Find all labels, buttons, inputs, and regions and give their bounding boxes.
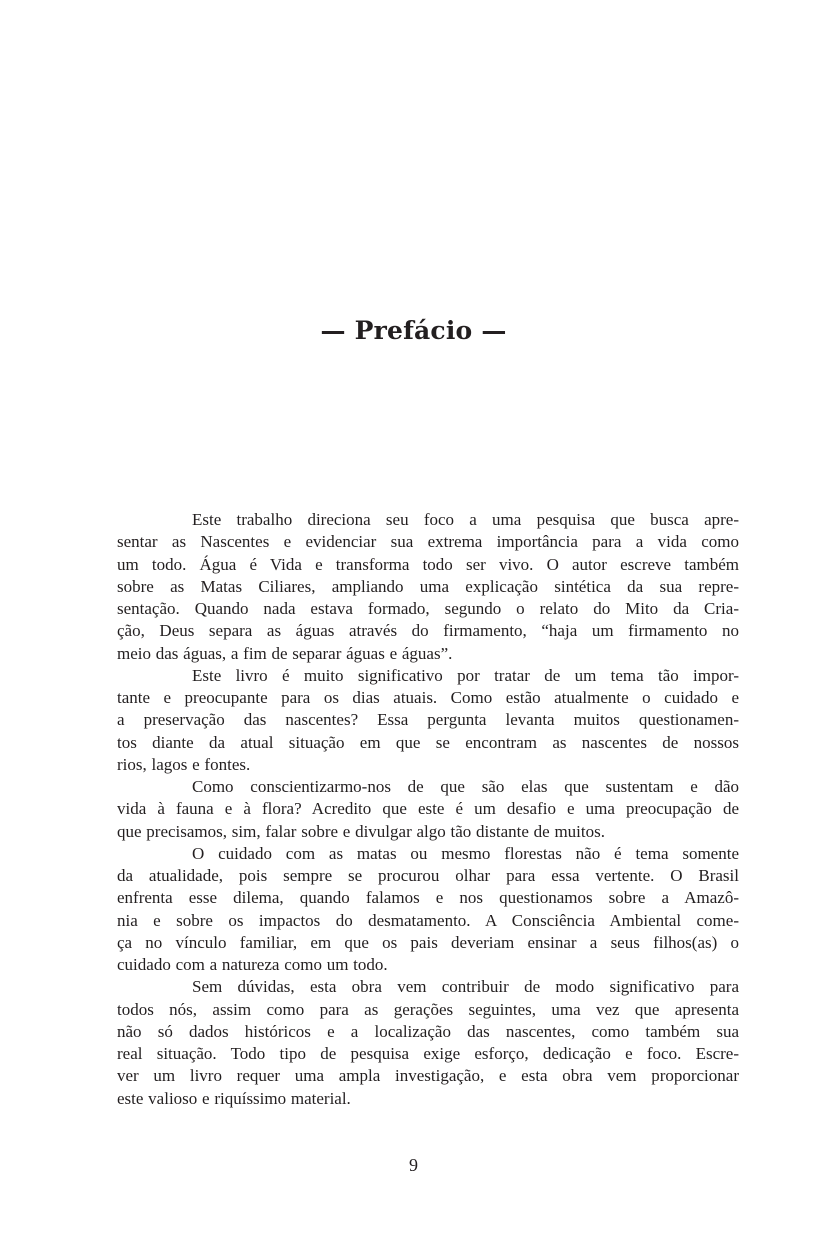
text-line: que precisamos, sim, falar sobre e divulgar algo tão distante de muitos.	[117, 821, 605, 841]
body-text	[117, 509, 739, 1110]
text-line: tante e preocupante para os dias atuais. Como estão atualmente o cuidado e	[117, 688, 739, 707]
text-line: cuidado com a natureza como um todo.	[117, 955, 388, 974]
text-line: um todo. Água é Vida e transforma todo ser vivo. O autor escreve também	[117, 554, 739, 574]
text-line: ver um livro requer uma ampla investigação, e esta obra vem proporcionar	[117, 1066, 739, 1086]
text-line: meio das águas, a fim de separar águas e águas”.	[117, 643, 453, 663]
text-line: enfrenta esse dilema, quando falamos e nos questionamos sobre a Amazô-	[117, 888, 739, 908]
text-line: ça no vínculo familiar, em que os pais deveriam ensinar a seus filhos(as) o	[117, 932, 739, 952]
text-line: tos diante da atual situação em que se encontram as nascentes de nossos	[117, 732, 739, 752]
paragraph	[117, 776, 739, 843]
text-line: Este livro é muito significativo por tratar de um tema tão impor-	[192, 665, 739, 685]
paragraph	[117, 665, 739, 776]
text-line: Como conscientizarmo-nos de que são elas que sustentam e dão	[192, 777, 739, 796]
text-line: sentação. Quando nada estava formado, segundo o relato do Mito da Cria-	[117, 599, 739, 618]
text-line: este valioso e riquíssimo material.	[117, 1088, 351, 1108]
paragraph	[117, 509, 739, 665]
text-line: Este trabalho direciona seu foco a uma pesquisa que busca apre-	[192, 510, 739, 529]
text-line: sobre as Matas Ciliares, ampliando uma explicação sintética da sua repre-	[117, 576, 739, 596]
page-number: 9	[409, 1155, 418, 1175]
text-line: Sem dúvidas, esta obra vem contribuir de modo significativo para	[192, 977, 739, 997]
text-line: nia e sobre os impactos do desmatamento. A Consciência Ambiental come-	[117, 910, 739, 930]
text-line: todos nós, assim como para as gerações seguintes, uma vez que apresenta	[117, 999, 739, 1019]
text-line: O cuidado com as matas ou mesmo florestas não é tema somente	[192, 843, 739, 863]
text-line: rios, lagos e fontes.	[117, 754, 251, 774]
page-title: — Prefácio —	[320, 316, 507, 345]
text-line: vida à fauna e à flora? Acredito que este é um desafio e uma preocupação de	[117, 799, 739, 819]
text-line: sentar as Nascentes e evidenciar sua extrema importância para a vida como	[117, 532, 739, 552]
text-line: a preservação das nascentes? Essa pergunta levanta muitos questionamen-	[117, 710, 739, 730]
paragraph	[117, 976, 739, 1110]
paragraph	[117, 843, 739, 977]
text-line: não só dados históricos e a localização das nascentes, como também sua	[117, 1021, 739, 1041]
text-line: real situação. Todo tipo de pesquisa exige esforço, dedicação e foco. Escre-	[117, 1044, 739, 1063]
text-line: ção, Deus separa as águas através do firmamento, “haja um firmamento no	[117, 621, 739, 641]
text-line: da atualidade, pois sempre se procurou olhar para essa vertente. O Brasil	[117, 866, 739, 885]
